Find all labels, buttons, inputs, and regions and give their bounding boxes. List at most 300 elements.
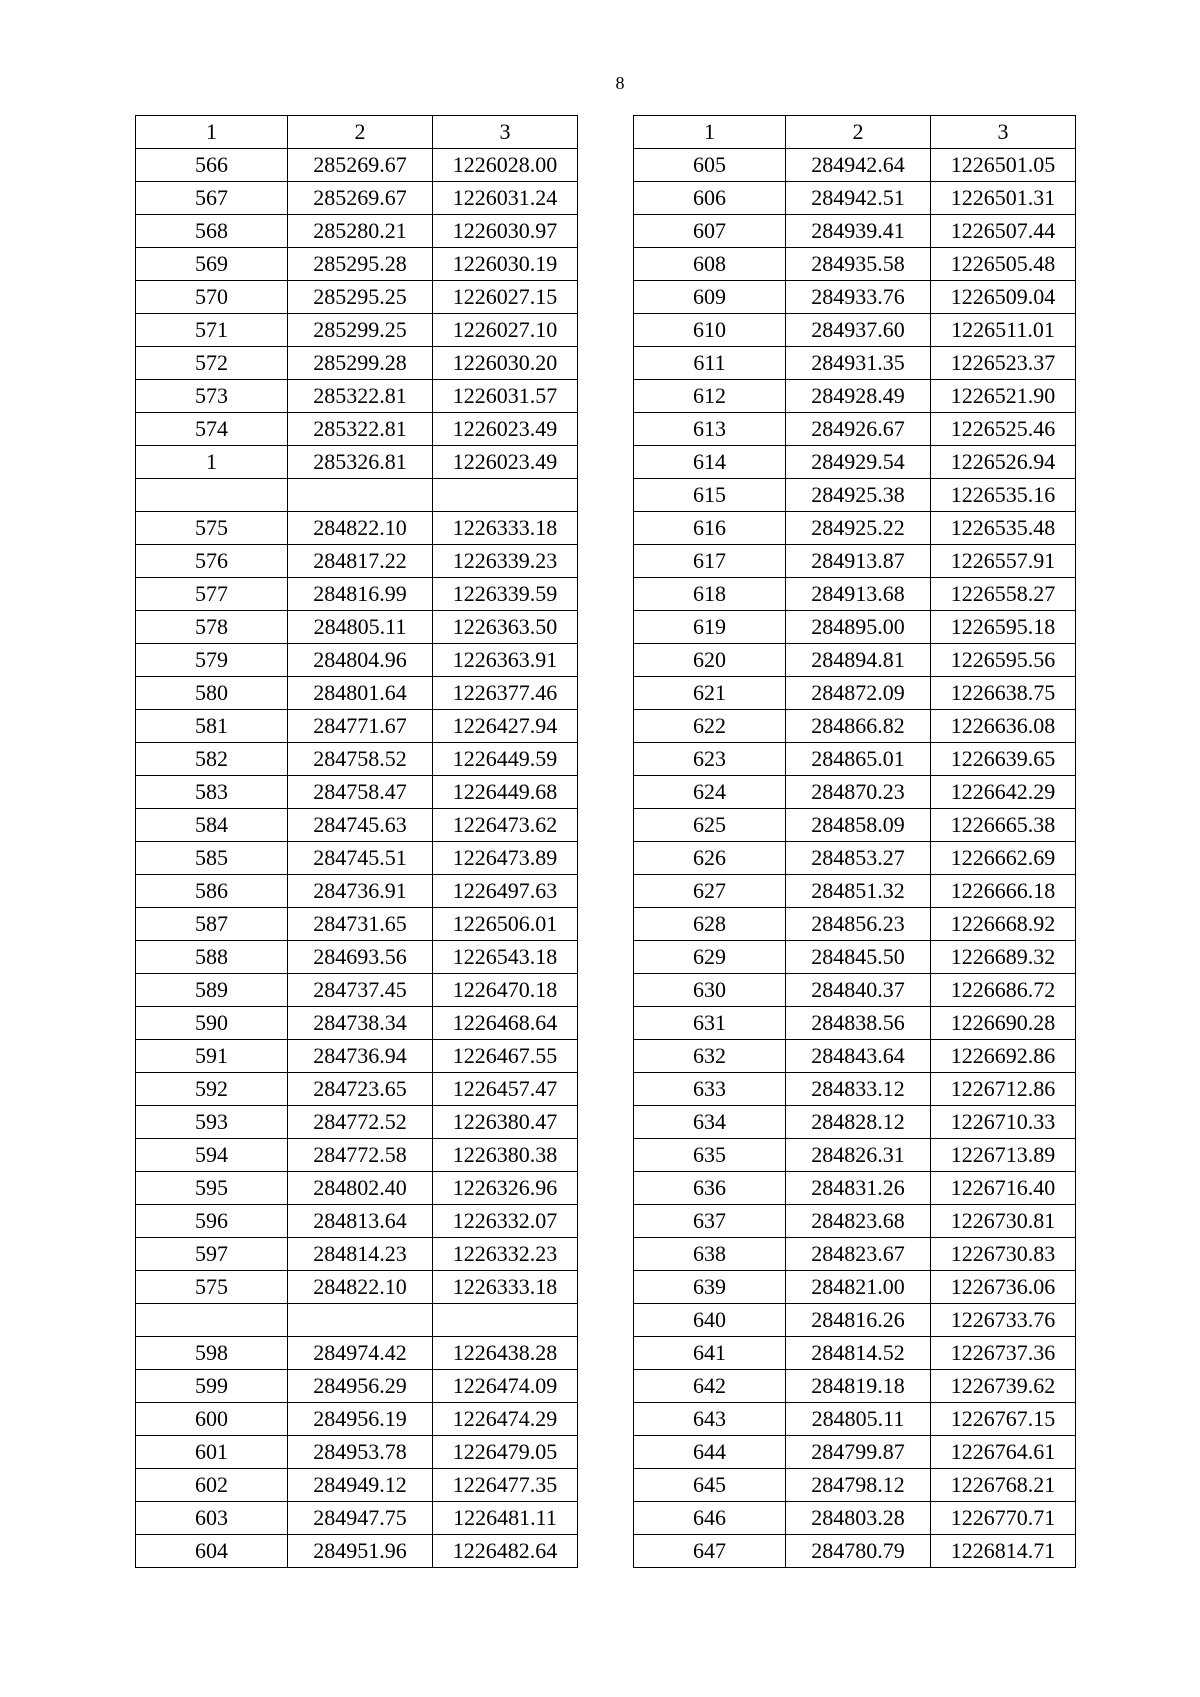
cell-x-coordinate: 284925.22 (786, 512, 931, 545)
cell-point-number: 599 (136, 1370, 288, 1403)
cell-y-coordinate: 1226692.86 (931, 1040, 1076, 1073)
table-row (634, 281, 1076, 314)
table-row (136, 1304, 578, 1337)
table-row (136, 1535, 578, 1568)
cell-y-coordinate: 1226497.63 (433, 875, 578, 908)
table-row (634, 1106, 1076, 1139)
table-row (136, 182, 578, 215)
cell-x-coordinate: 284895.00 (786, 611, 931, 644)
cell-x-coordinate: 284805.11 (288, 611, 433, 644)
cell-y-coordinate: 1226739.62 (931, 1370, 1076, 1403)
cell-point-number: 632 (634, 1040, 786, 1073)
table-row (136, 380, 578, 413)
cell-x-coordinate: 284745.51 (288, 842, 433, 875)
table-row (634, 1403, 1076, 1436)
cell-point-number: 637 (634, 1205, 786, 1238)
cell-x-coordinate: 284737.45 (288, 974, 433, 1007)
cell-x-coordinate: 284772.58 (288, 1139, 433, 1172)
table-row (634, 875, 1076, 908)
cell-x-coordinate: 284814.23 (288, 1238, 433, 1271)
cell-point-number: 610 (634, 314, 786, 347)
cell-x-coordinate: 284939.41 (786, 215, 931, 248)
table-row (634, 1370, 1076, 1403)
cell-x-coordinate: 284840.37 (786, 974, 931, 1007)
cell-y-coordinate: 1226770.71 (931, 1502, 1076, 1535)
table-row (634, 446, 1076, 479)
cell-x-coordinate: 284804.96 (288, 644, 433, 677)
table-row (634, 776, 1076, 809)
cell-x-coordinate: 284856.23 (786, 908, 931, 941)
cell-y-coordinate: 1226027.10 (433, 314, 578, 347)
table-row (634, 1271, 1076, 1304)
table-row (634, 1502, 1076, 1535)
table-body (136, 149, 578, 1568)
cell-y-coordinate: 1226030.97 (433, 215, 578, 248)
cell-y-coordinate: 1226767.15 (931, 1403, 1076, 1436)
cell-point-number: 620 (634, 644, 786, 677)
cell-point-number: 603 (136, 1502, 288, 1535)
cell-y-coordinate: 1226521.90 (931, 380, 1076, 413)
cell-x-coordinate: 284858.09 (786, 809, 931, 842)
table-row (634, 380, 1076, 413)
table-row (634, 809, 1076, 842)
cell-x-coordinate: 284738.34 (288, 1007, 433, 1040)
cell-y-coordinate: 1226558.27 (931, 578, 1076, 611)
table-row (136, 1271, 578, 1304)
cell-y-coordinate: 1226712.86 (931, 1073, 1076, 1106)
column-header-point: 1 (136, 116, 288, 149)
cell-point-number: 598 (136, 1337, 288, 1370)
table-row (136, 479, 578, 512)
table-row (634, 1436, 1076, 1469)
column-header-y: 3 (931, 116, 1076, 149)
cell-x-coordinate: 284956.19 (288, 1403, 433, 1436)
cell-y-coordinate: 1226689.32 (931, 941, 1076, 974)
column-header-y: 3 (433, 116, 578, 149)
cell-y-coordinate (433, 479, 578, 512)
cell-y-coordinate: 1226736.06 (931, 1271, 1076, 1304)
cell-y-coordinate: 1226380.38 (433, 1139, 578, 1172)
cell-x-coordinate: 284853.27 (786, 842, 931, 875)
cell-y-coordinate: 1226339.23 (433, 545, 578, 578)
column-header-x: 2 (786, 116, 931, 149)
cell-y-coordinate: 1226023.49 (433, 446, 578, 479)
cell-x-coordinate: 284942.51 (786, 182, 931, 215)
cell-point-number: 585 (136, 842, 288, 875)
cell-point-number: 624 (634, 776, 786, 809)
cell-point-number: 593 (136, 1106, 288, 1139)
cell-y-coordinate: 1226666.18 (931, 875, 1076, 908)
table-row (136, 281, 578, 314)
cell-y-coordinate: 1226713.89 (931, 1139, 1076, 1172)
cell-x-coordinate: 284771.67 (288, 710, 433, 743)
cell-point-number: 576 (136, 545, 288, 578)
cell-y-coordinate: 1226027.15 (433, 281, 578, 314)
cell-point-number: 618 (634, 578, 786, 611)
cell-point-number: 623 (634, 743, 786, 776)
table-row (634, 611, 1076, 644)
cell-point-number: 573 (136, 380, 288, 413)
cell-x-coordinate: 284926.67 (786, 413, 931, 446)
cell-point-number: 621 (634, 677, 786, 710)
cell-point-number: 619 (634, 611, 786, 644)
cell-y-coordinate: 1226501.05 (931, 149, 1076, 182)
table-row (634, 314, 1076, 347)
cell-point-number: 583 (136, 776, 288, 809)
cell-x-coordinate: 284872.09 (786, 677, 931, 710)
table-header-row (136, 116, 578, 149)
cell-x-coordinate: 285269.67 (288, 182, 433, 215)
cell-point-number: 642 (634, 1370, 786, 1403)
table-body (634, 149, 1076, 1568)
table-row (136, 644, 578, 677)
cell-point-number: 615 (634, 479, 786, 512)
cell-x-coordinate: 284931.35 (786, 347, 931, 380)
cell-y-coordinate: 1226479.05 (433, 1436, 578, 1469)
column-header-x: 2 (288, 116, 433, 149)
cell-y-coordinate: 1226662.69 (931, 842, 1076, 875)
cell-y-coordinate: 1226474.09 (433, 1370, 578, 1403)
cell-y-coordinate: 1226638.75 (931, 677, 1076, 710)
cell-x-coordinate: 284736.91 (288, 875, 433, 908)
table-row (634, 1139, 1076, 1172)
cell-y-coordinate: 1226380.47 (433, 1106, 578, 1139)
cell-point-number: 607 (634, 215, 786, 248)
cell-y-coordinate: 1226730.81 (931, 1205, 1076, 1238)
table-row (136, 1337, 578, 1370)
table-row (136, 578, 578, 611)
cell-y-coordinate: 1226332.23 (433, 1238, 578, 1271)
cell-point-number: 601 (136, 1436, 288, 1469)
cell-point-number: 634 (634, 1106, 786, 1139)
cell-point-number: 582 (136, 743, 288, 776)
cell-x-coordinate: 284816.99 (288, 578, 433, 611)
cell-y-coordinate: 1226468.64 (433, 1007, 578, 1040)
cell-y-coordinate: 1226377.46 (433, 677, 578, 710)
cell-y-coordinate: 1226535.16 (931, 479, 1076, 512)
cell-x-coordinate: 284799.87 (786, 1436, 931, 1469)
cell-point-number: 643 (634, 1403, 786, 1436)
table-row (136, 1007, 578, 1040)
cell-x-coordinate: 284772.52 (288, 1106, 433, 1139)
cell-y-coordinate: 1226363.50 (433, 611, 578, 644)
cell-y-coordinate: 1226470.18 (433, 974, 578, 1007)
cell-x-coordinate: 284831.26 (786, 1172, 931, 1205)
cell-y-coordinate (433, 1304, 578, 1337)
cell-point-number: 577 (136, 578, 288, 611)
table-row (634, 1304, 1076, 1337)
cell-point-number: 578 (136, 611, 288, 644)
cell-point-number: 589 (136, 974, 288, 1007)
cell-x-coordinate: 284949.12 (288, 1469, 433, 1502)
table-row (634, 1007, 1076, 1040)
cell-x-coordinate: 284822.10 (288, 512, 433, 545)
table-row (634, 1469, 1076, 1502)
cell-y-coordinate: 1226690.28 (931, 1007, 1076, 1040)
cell-point-number: 628 (634, 908, 786, 941)
table-row (634, 1205, 1076, 1238)
cell-point-number: 588 (136, 941, 288, 974)
cell-x-coordinate: 284802.40 (288, 1172, 433, 1205)
cell-point-number: 579 (136, 644, 288, 677)
cell-point-number: 605 (634, 149, 786, 182)
cell-point-number: 609 (634, 281, 786, 314)
cell-y-coordinate: 1226686.72 (931, 974, 1076, 1007)
cell-x-coordinate: 284816.26 (786, 1304, 931, 1337)
cell-x-coordinate: 284843.64 (786, 1040, 931, 1073)
table-row (634, 1040, 1076, 1073)
table-row (634, 215, 1076, 248)
cell-y-coordinate: 1226525.46 (931, 413, 1076, 446)
cell-y-coordinate: 1226467.55 (433, 1040, 578, 1073)
table-row (136, 677, 578, 710)
cell-x-coordinate: 285295.25 (288, 281, 433, 314)
cell-y-coordinate: 1226642.29 (931, 776, 1076, 809)
cell-x-coordinate: 284865.01 (786, 743, 931, 776)
table-row (634, 1238, 1076, 1271)
cell-x-coordinate: 284823.67 (786, 1238, 931, 1271)
cell-x-coordinate (288, 1304, 433, 1337)
cell-y-coordinate: 1226481.11 (433, 1502, 578, 1535)
cell-point-number: 638 (634, 1238, 786, 1271)
cell-y-coordinate: 1226438.28 (433, 1337, 578, 1370)
table-row (634, 248, 1076, 281)
cell-x-coordinate: 284823.68 (786, 1205, 931, 1238)
table-row (136, 875, 578, 908)
cell-y-coordinate: 1226523.37 (931, 347, 1076, 380)
table-row (136, 974, 578, 1007)
cell-point-number: 595 (136, 1172, 288, 1205)
cell-x-coordinate: 284803.28 (786, 1502, 931, 1535)
cell-x-coordinate: 284866.82 (786, 710, 931, 743)
cell-x-coordinate: 284822.10 (288, 1271, 433, 1304)
table-row (136, 314, 578, 347)
cell-point-number: 633 (634, 1073, 786, 1106)
cell-point-number: 645 (634, 1469, 786, 1502)
cell-y-coordinate: 1226339.59 (433, 578, 578, 611)
table-row (136, 248, 578, 281)
cell-y-coordinate: 1226363.91 (433, 644, 578, 677)
cell-x-coordinate: 284925.38 (786, 479, 931, 512)
cell-y-coordinate: 1226814.71 (931, 1535, 1076, 1568)
cell-x-coordinate: 285295.28 (288, 248, 433, 281)
cell-y-coordinate: 1226737.36 (931, 1337, 1076, 1370)
cell-point-number: 1 (136, 446, 288, 479)
cell-y-coordinate: 1226511.01 (931, 314, 1076, 347)
cell-point-number: 625 (634, 809, 786, 842)
table-row (136, 941, 578, 974)
cell-x-coordinate: 284745.63 (288, 809, 433, 842)
cell-x-coordinate: 284838.56 (786, 1007, 931, 1040)
cell-x-coordinate: 284913.87 (786, 545, 931, 578)
cell-y-coordinate: 1226733.76 (931, 1304, 1076, 1337)
cell-point-number: 575 (136, 1271, 288, 1304)
table-row (634, 974, 1076, 1007)
coordinates-table-left (135, 115, 578, 1568)
cell-x-coordinate: 284833.12 (786, 1073, 931, 1106)
table-row (136, 1436, 578, 1469)
cell-x-coordinate: 284851.32 (786, 875, 931, 908)
cell-point-number: 613 (634, 413, 786, 446)
cell-point-number: 594 (136, 1139, 288, 1172)
cell-point-number: 639 (634, 1271, 786, 1304)
cell-point-number: 604 (136, 1535, 288, 1568)
table-row (634, 743, 1076, 776)
cell-point-number: 592 (136, 1073, 288, 1106)
table-row (136, 1502, 578, 1535)
cell-y-coordinate: 1226506.01 (433, 908, 578, 941)
table-row (136, 743, 578, 776)
cell-x-coordinate: 284821.00 (786, 1271, 931, 1304)
table-row (634, 677, 1076, 710)
cell-x-coordinate: 284758.47 (288, 776, 433, 809)
cell-y-coordinate: 1226507.44 (931, 215, 1076, 248)
cell-x-coordinate: 284758.52 (288, 743, 433, 776)
cell-y-coordinate: 1226427.94 (433, 710, 578, 743)
cell-point-number: 616 (634, 512, 786, 545)
table-row (634, 413, 1076, 446)
cell-x-coordinate: 284736.94 (288, 1040, 433, 1073)
cell-y-coordinate: 1226509.04 (931, 281, 1076, 314)
cell-point-number: 586 (136, 875, 288, 908)
cell-y-coordinate: 1226595.18 (931, 611, 1076, 644)
table-row (634, 1073, 1076, 1106)
cell-x-coordinate: 284723.65 (288, 1073, 433, 1106)
cell-y-coordinate: 1226333.18 (433, 1271, 578, 1304)
cell-x-coordinate: 284798.12 (786, 1469, 931, 1502)
cell-y-coordinate: 1226526.94 (931, 446, 1076, 479)
cell-x-coordinate: 285299.25 (288, 314, 433, 347)
cell-y-coordinate: 1226716.40 (931, 1172, 1076, 1205)
cell-point-number: 570 (136, 281, 288, 314)
cell-y-coordinate: 1226477.35 (433, 1469, 578, 1502)
cell-x-coordinate: 284826.31 (786, 1139, 931, 1172)
cell-y-coordinate: 1226031.57 (433, 380, 578, 413)
cell-x-coordinate: 284956.29 (288, 1370, 433, 1403)
cell-y-coordinate: 1226668.92 (931, 908, 1076, 941)
table-row (136, 1139, 578, 1172)
cell-point-number: 631 (634, 1007, 786, 1040)
table-row (136, 611, 578, 644)
cell-y-coordinate: 1226030.20 (433, 347, 578, 380)
cell-x-coordinate: 284913.68 (786, 578, 931, 611)
cell-point-number: 567 (136, 182, 288, 215)
cell-y-coordinate: 1226326.96 (433, 1172, 578, 1205)
table-row (136, 1403, 578, 1436)
cell-x-coordinate: 284937.60 (786, 314, 931, 347)
cell-x-coordinate: 284942.64 (786, 149, 931, 182)
cell-point-number: 580 (136, 677, 288, 710)
cell-point-number: 590 (136, 1007, 288, 1040)
cell-point-number: 629 (634, 941, 786, 974)
cell-y-coordinate: 1226595.56 (931, 644, 1076, 677)
cell-x-coordinate: 284780.79 (786, 1535, 931, 1568)
table-row (136, 809, 578, 842)
cell-point-number: 568 (136, 215, 288, 248)
cell-point-number: 644 (634, 1436, 786, 1469)
table-row (634, 644, 1076, 677)
table-row (136, 1106, 578, 1139)
cell-point-number: 640 (634, 1304, 786, 1337)
table-row (136, 149, 578, 182)
table-header-row (634, 116, 1076, 149)
cell-point-number: 584 (136, 809, 288, 842)
cell-point-number: 636 (634, 1172, 786, 1205)
table-row (634, 1337, 1076, 1370)
table-row (136, 545, 578, 578)
cell-point-number: 574 (136, 413, 288, 446)
cell-point-number: 587 (136, 908, 288, 941)
cell-point-number: 597 (136, 1238, 288, 1271)
table-row (634, 512, 1076, 545)
cell-point-number: 602 (136, 1469, 288, 1502)
table-row (634, 545, 1076, 578)
cell-y-coordinate: 1226730.83 (931, 1238, 1076, 1271)
cell-point-number (136, 1304, 288, 1337)
cell-y-coordinate: 1226449.68 (433, 776, 578, 809)
table-row (136, 1370, 578, 1403)
table-row (136, 347, 578, 380)
cell-y-coordinate: 1226501.31 (931, 182, 1076, 215)
cell-x-coordinate: 284814.52 (786, 1337, 931, 1370)
table-row (136, 1172, 578, 1205)
cell-x-coordinate: 284928.49 (786, 380, 931, 413)
cell-y-coordinate: 1226639.65 (931, 743, 1076, 776)
cell-y-coordinate: 1226028.00 (433, 149, 578, 182)
cell-y-coordinate: 1226449.59 (433, 743, 578, 776)
cell-y-coordinate: 1226710.33 (931, 1106, 1076, 1139)
table-row (136, 215, 578, 248)
cell-x-coordinate: 284974.42 (288, 1337, 433, 1370)
cell-point-number: 617 (634, 545, 786, 578)
table-row (136, 1238, 578, 1271)
table-row (136, 1469, 578, 1502)
cell-y-coordinate: 1226332.07 (433, 1205, 578, 1238)
cell-y-coordinate: 1226636.08 (931, 710, 1076, 743)
cell-x-coordinate: 284813.64 (288, 1205, 433, 1238)
cell-x-coordinate: 284817.22 (288, 545, 433, 578)
cell-x-coordinate: 284894.81 (786, 644, 931, 677)
cell-x-coordinate: 285322.81 (288, 413, 433, 446)
cell-x-coordinate: 284953.78 (288, 1436, 433, 1469)
cell-y-coordinate: 1226543.18 (433, 941, 578, 974)
cell-x-coordinate: 285326.81 (288, 446, 433, 479)
cell-x-coordinate: 284947.75 (288, 1502, 433, 1535)
cell-point-number: 572 (136, 347, 288, 380)
coordinates-table-right (633, 115, 1076, 1568)
cell-y-coordinate: 1226473.62 (433, 809, 578, 842)
cell-point-number: 646 (634, 1502, 786, 1535)
cell-point-number: 596 (136, 1205, 288, 1238)
cell-point-number: 647 (634, 1535, 786, 1568)
cell-x-coordinate: 285280.21 (288, 215, 433, 248)
cell-y-coordinate: 1226474.29 (433, 1403, 578, 1436)
cell-point-number: 600 (136, 1403, 288, 1436)
cell-y-coordinate: 1226505.48 (931, 248, 1076, 281)
cell-x-coordinate: 284819.18 (786, 1370, 931, 1403)
table-row (634, 578, 1076, 611)
cell-x-coordinate: 284933.76 (786, 281, 931, 314)
table-row (634, 479, 1076, 512)
cell-y-coordinate: 1226473.89 (433, 842, 578, 875)
table-row (634, 1535, 1076, 1568)
cell-point-number: 614 (634, 446, 786, 479)
table-row (634, 941, 1076, 974)
cell-x-coordinate: 284935.58 (786, 248, 931, 281)
cell-y-coordinate: 1226764.61 (931, 1436, 1076, 1469)
cell-x-coordinate: 284801.64 (288, 677, 433, 710)
cell-y-coordinate: 1226665.38 (931, 809, 1076, 842)
